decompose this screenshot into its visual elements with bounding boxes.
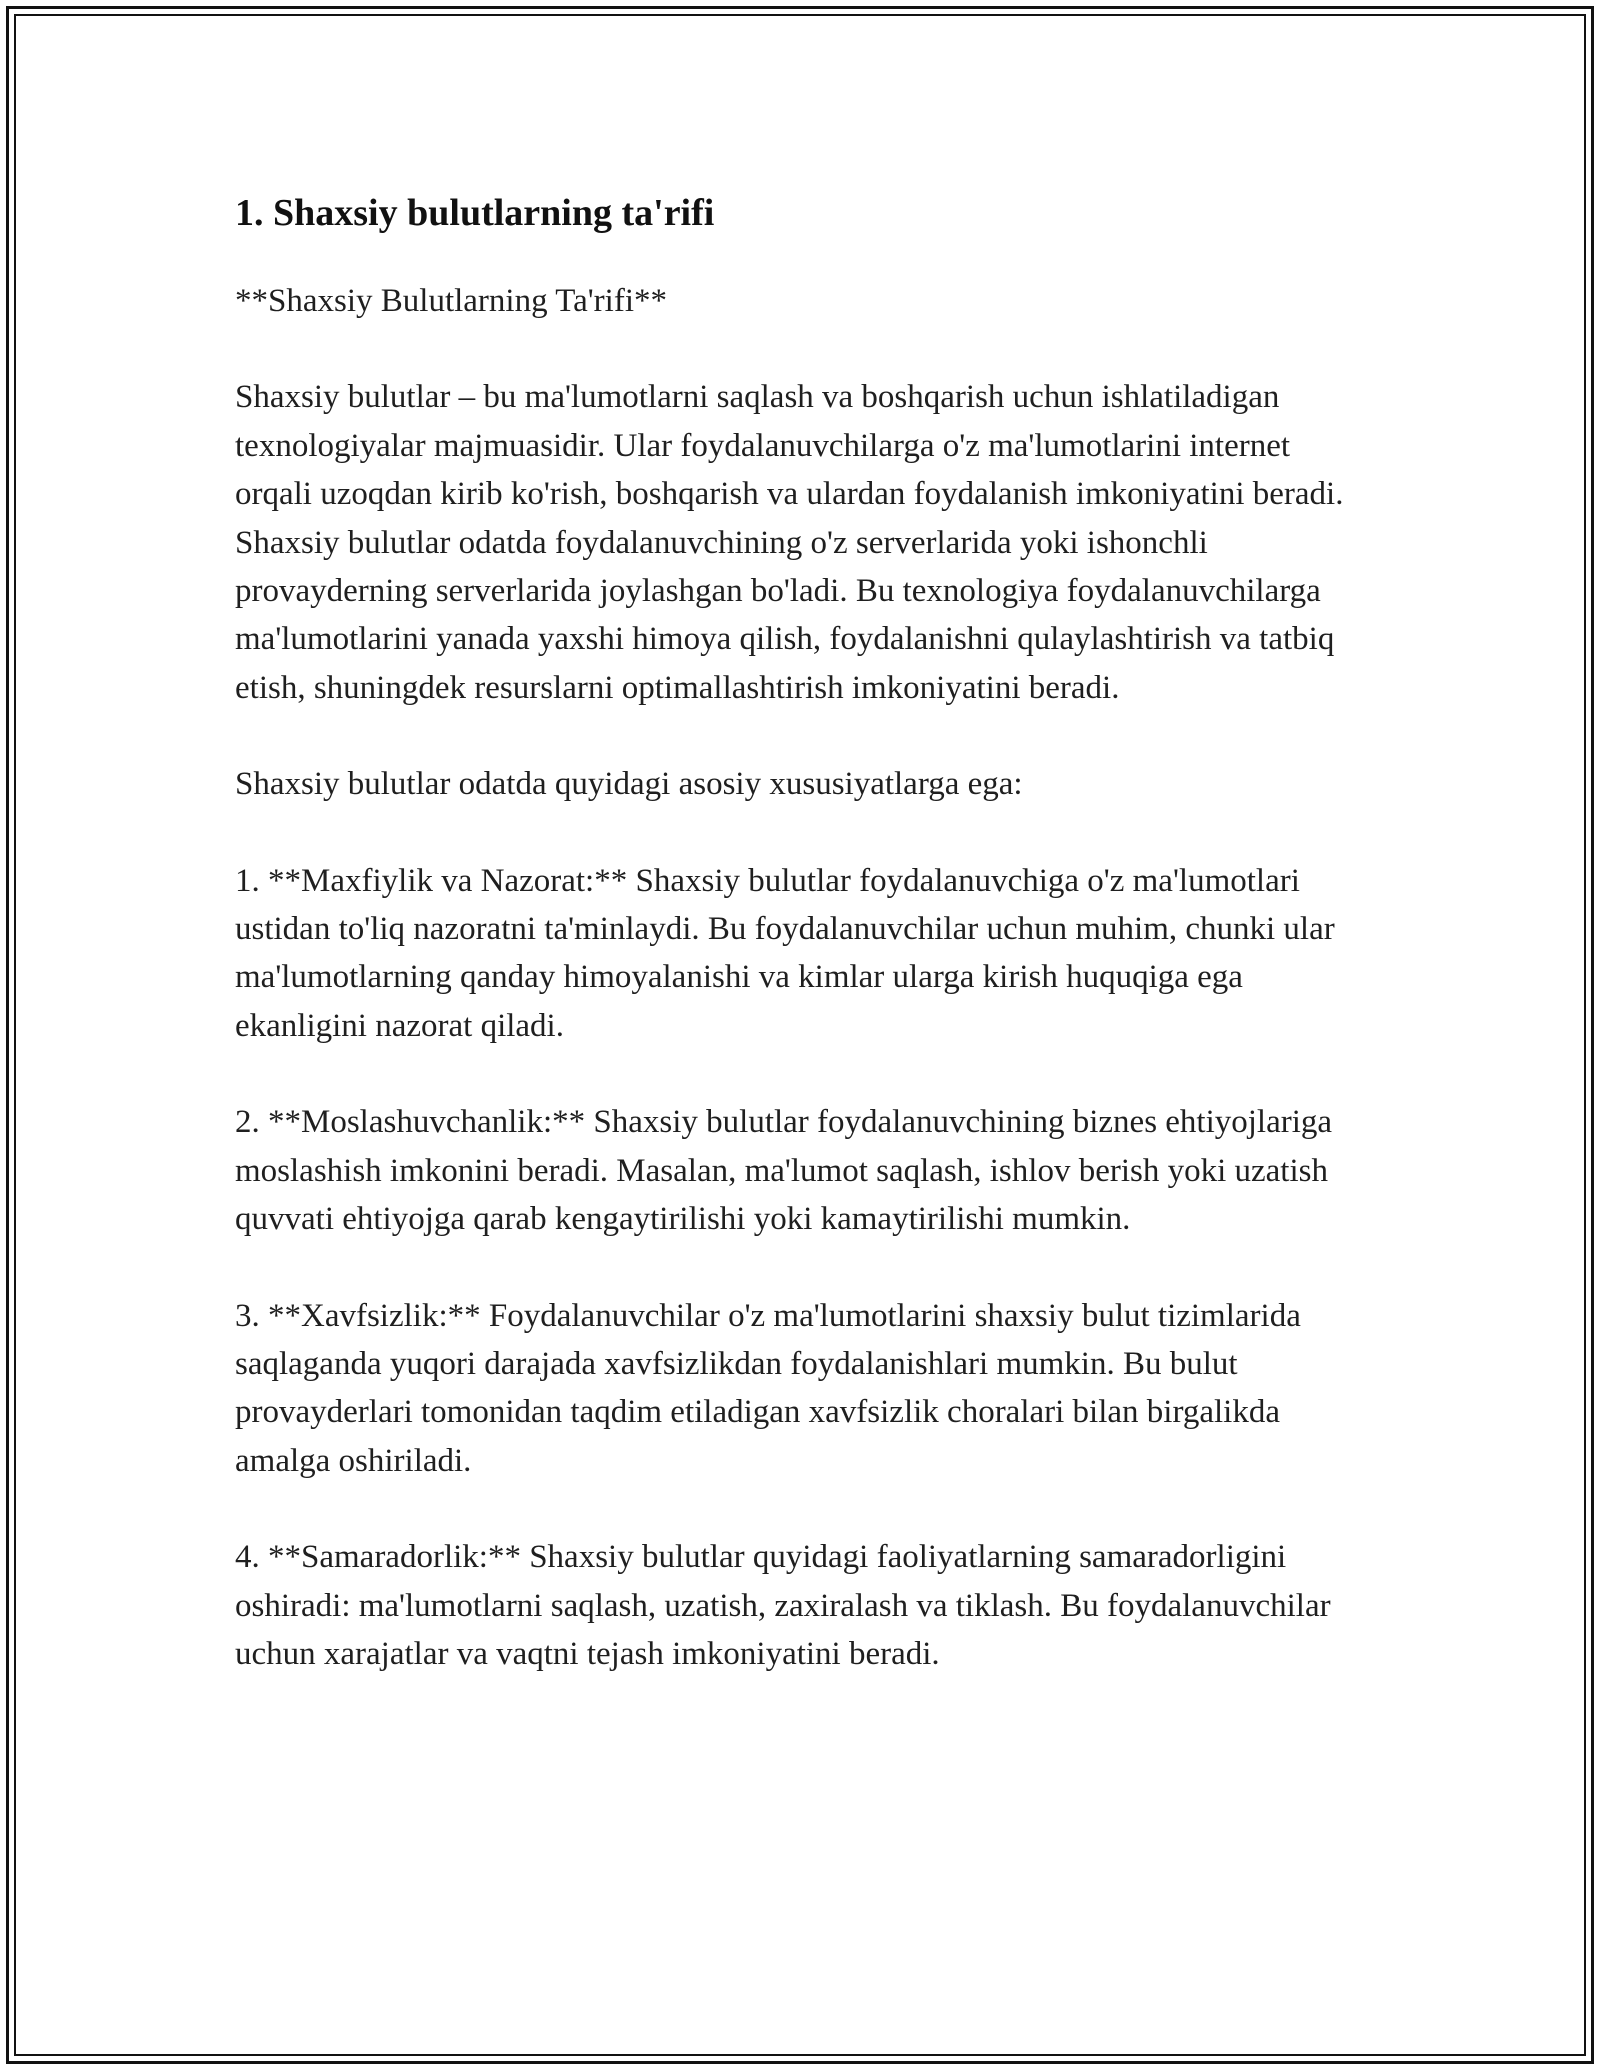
feature-item-privacy: 1. **Maxfiylik va Nazorat:** Shaxsiy bulutlar foydalanuvchiga o'z ma'lumotlari ustidan to'liq nazoratni ta'minlaydi. Bu foydalanuvchilar uchun muhim, chunki ular ma'lumotlarning qanday himoyalanishi va kimlar ularga kirish huquqiga ega ekanligini nazorat qiladi. <box>235 862 1335 1044</box>
section-heading: 1. Shaxsiy bulutlarning ta'rifi <box>235 192 715 234</box>
features-intro-paragraph: Shaxsiy bulutlar odatda quyidagi asosiy xususiyatlarga ega: <box>235 766 1023 803</box>
document-body <box>235 185 1375 1726</box>
feature-item-flexibility: 2. **Moslashuvchanlik:** Shaxsiy bulutlar foydalanuvchining biznes ehtiyojlariga moslashish imkonini beradi. Masalan, ma'lumot saqlash, ishlov berish yoki uzatish quvvati ehtiyojga qarab kengaytirilishi yoki kamaytirilishi mumkin. <box>235 1104 1333 1238</box>
intro-paragraph: Shaxsiy bulutlar – bu ma'lumotlarni saqlash va boshqarish uchun ishlatiladigan texnologiyalar majmuasidir. Ular foydalanuvchilarga o'z ma'lumotlarini internet orqali uzoqdan kirib ko'rish, boshqarish va ulardan foydalanish imkoniyatini beradi. Shaxsiy bulutlar odatda foydalanuvchining o'z serverlarida yoki ishonchli provayderning serverlarida joylashgan bo'ladi. Bu texnologiya foydalanuvchilarga ma'lumotlarini yanada yaxshi himoya qilish, foydalanishni qulaylashtirish va tatbiq etish, shuningdek resurslarni optimallashtirish imkoniyatini beradi. <box>235 379 1344 706</box>
feature-item-efficiency: 4. **Samaradorlik:** Shaxsiy bulutlar quyidagi faoliyatlarning samaradorligini oshiradi: ma'lumotlarni saqlash, uzatish, zaxiralash va tiklash. Bu foydalanuvchilar uchun xarajatlar va vaqtni tejash imkoniyatini beradi. <box>235 1539 1331 1672</box>
feature-item-security: 3. **Xavfsizlik:** Foydalanuvchilar o'z ma'lumotlarini shaxsiy bulut tizimlarida saqlaganda yuqori darajada xavfsizlikdan foydalanishlari mumkin. Bu bulut provayderlari tomonidan taqdim etiladigan xavfsizlik choralari bilan birgalikda amalga oshiriladi. <box>235 1297 1301 1479</box>
document-subtitle: **Shaxsiy Bulutlarning Ta'rifi** <box>235 283 667 319</box>
